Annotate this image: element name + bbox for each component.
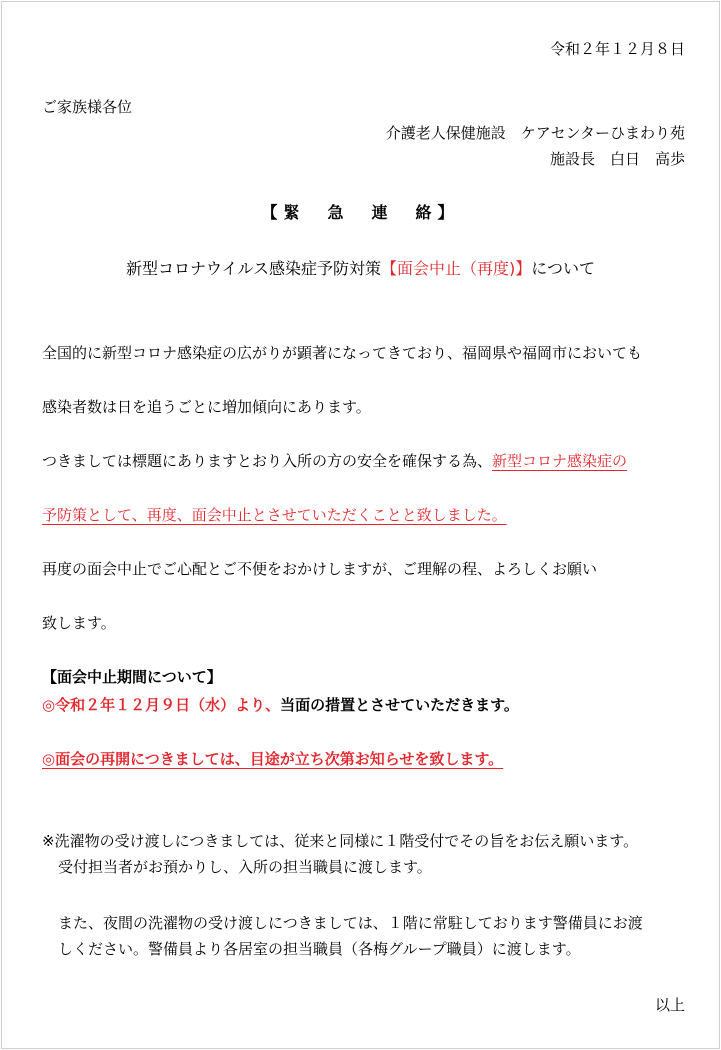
sender-director: 施設長 白日 高歩 — [549, 150, 685, 168]
body-paragraph-1-line-1: 全国的に新型コロナ感染症の広がりが顕著になってきており、福岡県や福岡市においても — [42, 344, 643, 362]
body-paragraph-2-line-1 — [42, 452, 627, 470]
subject-highlight: 【面会中止（再度)】 — [381, 259, 532, 278]
body-paragraph-3-line-2: 致します。 — [42, 614, 116, 632]
body-paragraph-2-emphasis: 新型コロナ感染症の — [492, 452, 628, 470]
body-paragraph-3-line-1: 再度の面会中止でご心配とご不便をおかけしますが、ご理解の程、よろしくお願い — [42, 560, 598, 578]
sender-facility: 介護老人保健施設 ケアセンターひまわり苑 — [385, 124, 685, 142]
note-2-line-1: また、夜間の洗濯物の受け渡しにつきましては、１階に常駐しております警備員にお渡 — [58, 914, 643, 932]
document-date: 令和２年１２月８日 — [549, 40, 685, 58]
body-paragraph-2-plain: つきましては標題にありますとおり入所の方の安全を確保する為、 — [42, 452, 493, 470]
body-paragraph-1-line-2: 感染者数は日を追うごとに増加傾向にあります。 — [42, 398, 371, 416]
period-heading: 【面会中止期間について】 — [42, 668, 222, 686]
addressee: ご家族様各位 — [42, 98, 133, 116]
document-title: 【緊 急 連 絡】 — [261, 203, 460, 222]
subject-suffix: について — [531, 259, 595, 278]
note-1-line-2: 受付担当者がお預かりし、入所の担当職員に渡します。 — [58, 858, 432, 876]
document-subject — [0, 260, 721, 278]
period-line-1 — [42, 696, 519, 714]
period-measure: 当面の措置とさせていただきます。 — [280, 696, 519, 714]
period-start-date: ◎令和２年１２月９日（水）より、 — [42, 696, 281, 714]
period-line-2: ◎面会の再開につきましては、目途が立ち次第お知らせを致します。 — [42, 750, 504, 768]
body-paragraph-2-line-2: 予防策として、再度、面会中止とさせていただくことと致しました。 — [42, 506, 507, 524]
closing-word: 以上 — [654, 996, 685, 1014]
note-1-line-1: ※洗濯物の受け渡しにつきましては、従来と同様に１階受付でその旨をお伝え願います。 — [42, 832, 639, 850]
subject-prefix: 新型コロナウイルス感染症予防対策 — [126, 259, 382, 278]
note-2-line-2: しください。警備員より各居室の担当職員（各梅グループ職員）に渡します。 — [58, 940, 581, 958]
